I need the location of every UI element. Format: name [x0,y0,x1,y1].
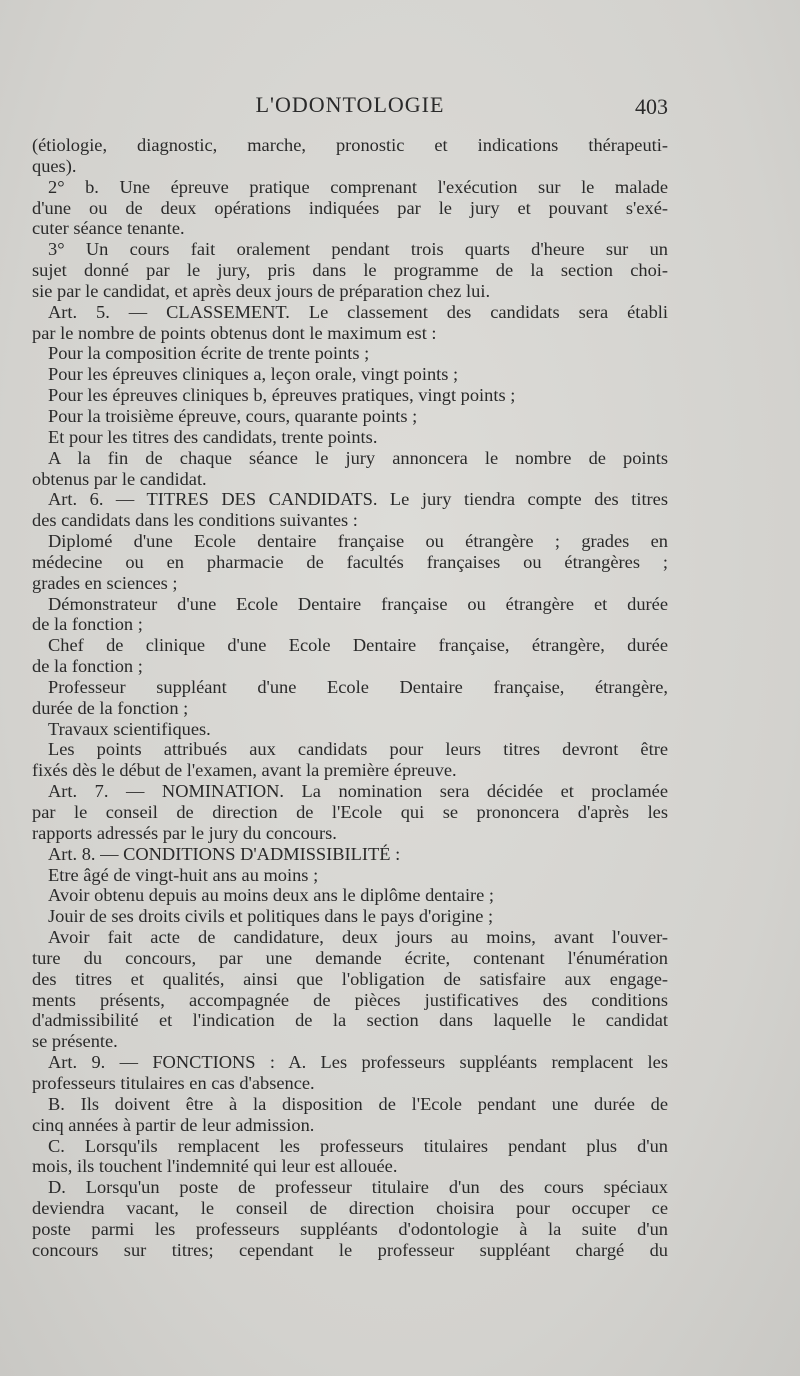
text-line: fixés dès le début de l'examen, avant la première épreuve. [32,760,457,781]
page-header [32,92,668,126]
text-line: 2° b. Une épreuve pratique comprenant l'exécution sur le malade [48,176,668,197]
text-line: Pour les épreuves cliniques a, leçon orale, vingt points ; [48,364,459,385]
text-line: A la fin de chaque séance le jury annoncera le nombre de points [48,447,668,468]
text-line: grades en sciences ; [32,572,178,593]
text-line: Art. 8. — CONDITIONS D'ADMISSIBILITÉ : [48,843,401,864]
text-line: Avoir obtenu depuis au moins deux ans le diplôme dentaire ; [48,885,495,906]
text-line: Les points attribués aux candidats pour leurs titres devront être [48,739,668,760]
text-line: B. Ils doivent être à la disposition de l'Ecole pendant une durée de [48,1093,668,1114]
text-line: des candidats dans les conditions suivantes : [32,510,358,531]
text-line: obtenus par le candidat. [32,468,207,489]
text-line: C. Lorsqu'ils remplacent les professeurs titulaires pendant plus d'un [48,1135,668,1156]
text-line: mois, ils touchent l'indemnité qui leur est allouée. [32,1156,398,1177]
text-line: Art. 6. — TITRES DES CANDIDATS. Le jury tiendra compte des titres [48,489,668,510]
text-line: (étiologie, diagnostic, marche, pronostic et indications thérapeuti- [32,135,668,155]
text-line: ments présents, accompagnée de pièces justificatives des conditions [32,989,668,1010]
text-line: Etre âgé de vingt-huit ans au moins ; [48,864,319,885]
text-line: concours sur titres; cependant le professeur suppléant chargé du [32,1239,668,1260]
text-line: par le conseil de direction de l'Ecole qui se prononcera d'après les [32,802,668,822]
text-line: ques). [32,155,77,176]
text-line: Professeur suppléant d'une Ecole Dentaire française, étrangère, [48,676,668,697]
text-line: Chef de clinique d'une Ecole Dentaire française, étrangère, durée [48,635,668,656]
text-line: durée de la fonction ; [32,697,189,718]
text-line: sie par le candidat, et après deux jours de préparation chez lui. [32,280,491,301]
text-line: se présente. [32,1031,118,1052]
text-line: Art. 9. — FONCTIONS : A. Les professeurs suppléants remplacent les [48,1052,668,1073]
text-line: Pour la composition écrite de trente points ; [48,343,370,364]
text-line: des titres et qualités, ainsi que l'obligation de satisfaire aux engage- [32,968,668,989]
running-title: L'ODONTOLOGIE [255,92,445,117]
text-line: Art. 5. — CLASSEMENT. Le classement des candidats sera établi [48,301,668,322]
text-line: d'une ou de deux opérations indiquées par le jury et pouvant s'exé- [32,197,668,218]
text-line: Travaux scientifiques. [48,718,211,739]
text-line: professeurs titulaires en cas d'absence. [32,1072,315,1093]
text-line: 3° Un cours fait oralement pendant trois quarts d'heure sur un [48,239,668,260]
text-line: d'admissibilité et l'indication de la section dans laquelle le candidat [32,1010,668,1031]
text-line: deviendra vacant, le conseil de direction choisira pour occuper ce [32,1198,668,1219]
text-line: par le nombre de points obtenus dont le maximum est : [32,322,437,343]
text-line: Jouir de ses droits civils et politiques dans le pays d'origine ; [48,906,494,927]
text-line: D. Lorsqu'un poste de professeur titulaire d'un des cours spéciaux [48,1177,668,1198]
text-line: de la fonction ; [32,614,143,635]
text-line: Démonstrateur d'une Ecole Dentaire française ou étrangère et durée [48,593,668,614]
text-line: sujet donné par le jury, pris dans le programme de la section choi- [32,260,668,281]
text-line: cuter séance tenante. [32,218,185,239]
body-text [32,135,668,1261]
text-line: Diplomé d'une Ecole dentaire française ou étrangère ; grades en [48,531,668,552]
text-line: cinq années à partir de leur admission. [32,1114,315,1135]
text-line: de la fonction ; [32,656,143,677]
text-line: Pour les épreuves cliniques b, épreuves pratiques, vingt points ; [48,385,516,406]
text-line: ture du concours, par une demande écrite, contenant l'énumération [32,947,668,968]
page-number: 403 [635,94,668,119]
text-line: médecine ou en pharmacie de facultés françaises ou étrangères ; [32,551,668,572]
text-line: Art. 7. — NOMINATION. La nomination sera décidée et proclamée [48,781,668,802]
text-line: rapports adressés par le jury du concours. [32,822,337,843]
text-line: Et pour les titres des candidats, trente points. [48,426,378,447]
text-line: poste parmi les professeurs suppléants d'odontologie à la suite d'un [32,1218,668,1239]
text-line: Avoir fait acte de candidature, deux jours au moins, avant l'ouver- [48,927,668,948]
text-line: Pour la troisième épreuve, cours, quarante points ; [48,405,418,426]
